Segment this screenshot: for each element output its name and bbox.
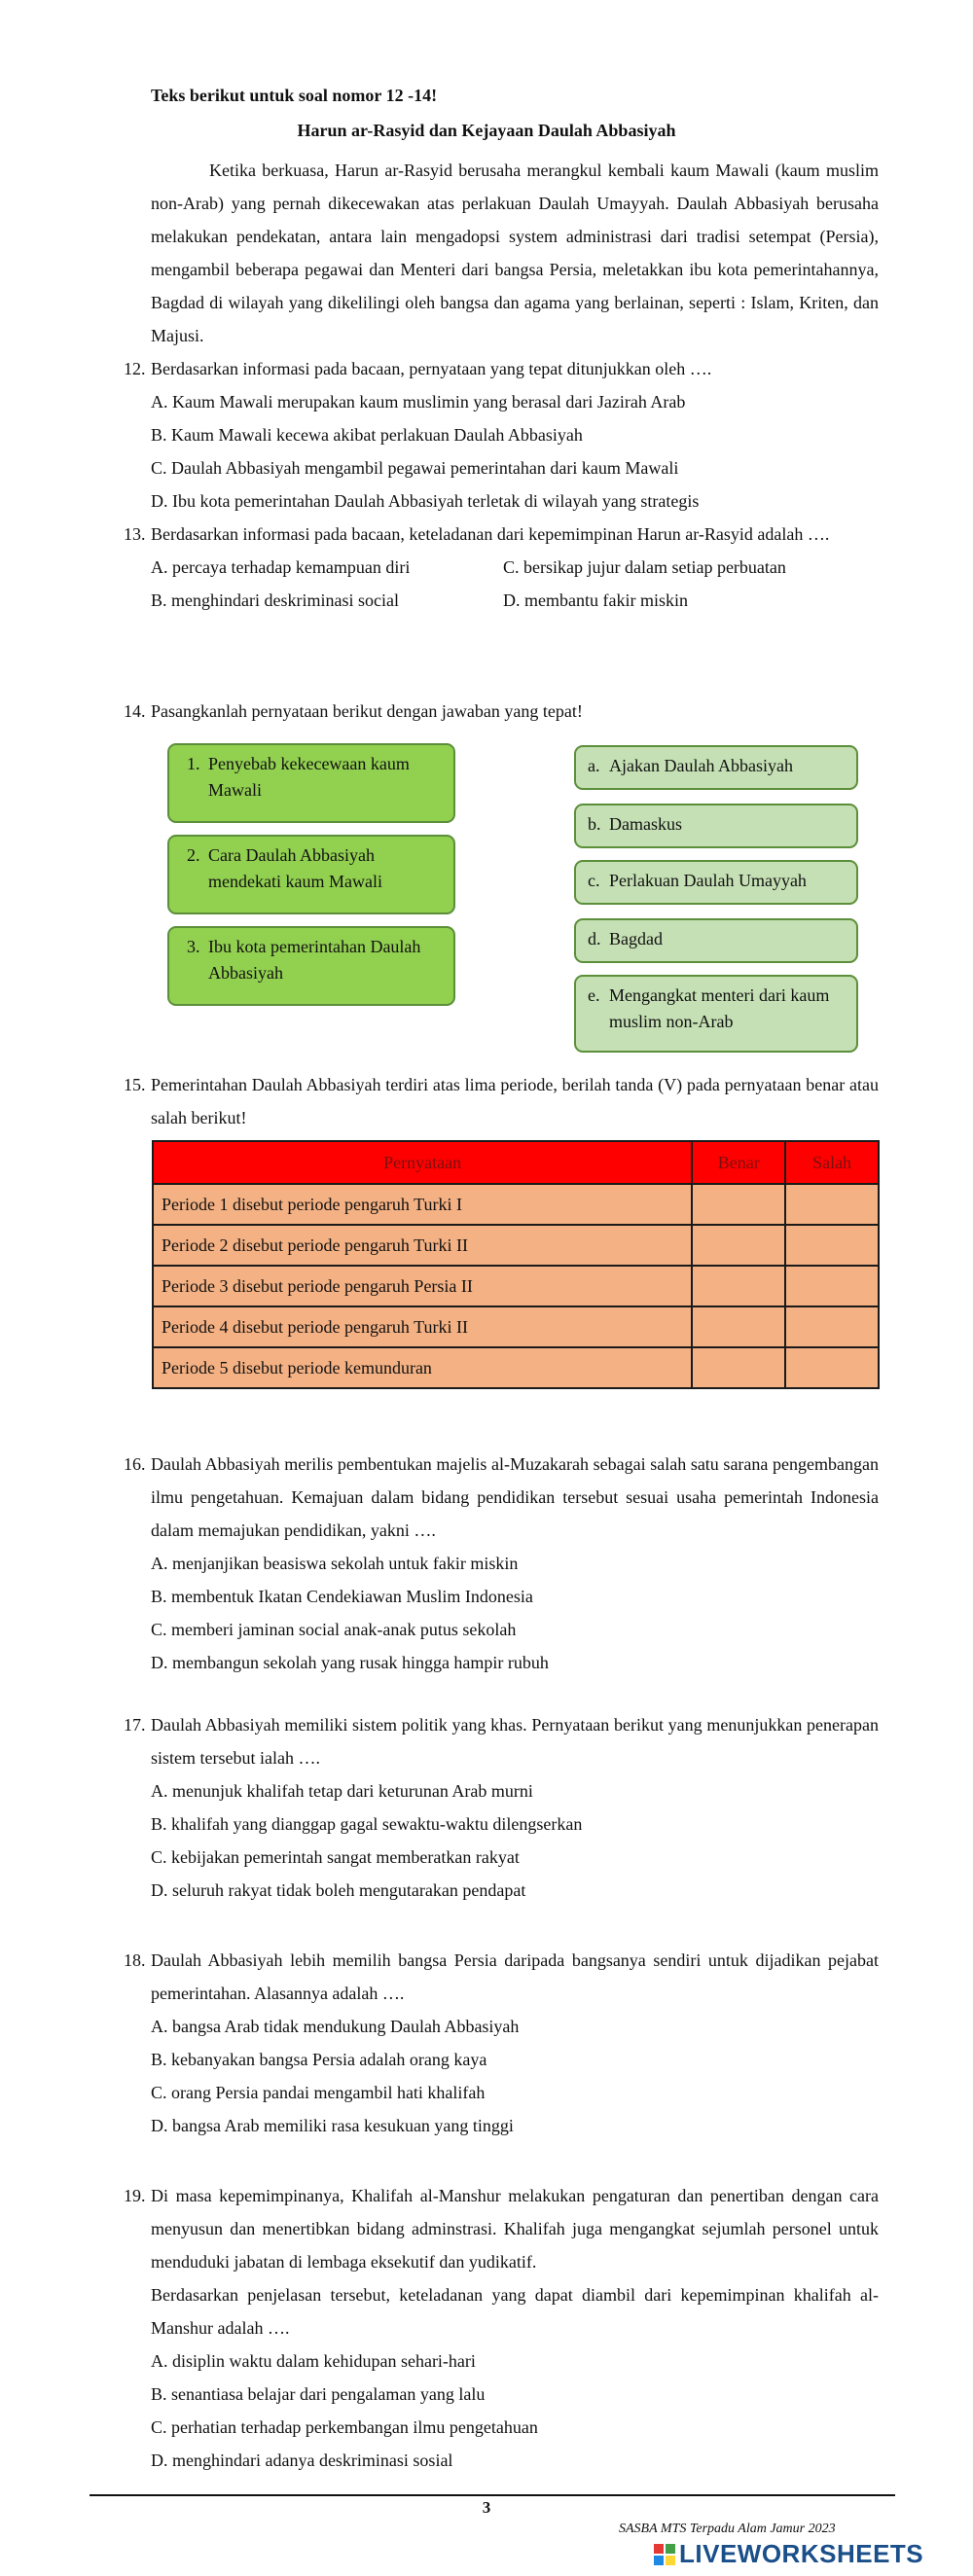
match-text: Penyebab kekecewaan kaum Mawali — [208, 754, 410, 800]
benar-cell[interactable] — [692, 1347, 785, 1388]
question-number: 17. — [124, 1715, 146, 1735]
option-b[interactable]: B. kebanyakan bangsa Persia adalah orang kaya — [151, 2050, 487, 2069]
match-text: Ibu kota pemerintahan Daulah Abbasiyah — [208, 937, 421, 983]
question-text: Di masa kepemimpinanya, Khalifah al-Manshur melakukan pengaturan dan penertiban dengan cara menyusun dan menertibkan bidang adminstrasi. Khalifah juga mengangkat sejumlah personel untuk menduduki jabatan di lembaga eksekutif dan yudikatif. — [151, 2186, 879, 2272]
question-text: Daulah Abbasiyah merilis pembentukan majelis al-Muzakarah sebagai salah satu sarana pengembangan ilmu pengetahuan. Kemajuan dalam bidang pendidikan tersebut sesuai usaha pemerintah Indonesia dalam memajukan pendidikan, yakni …. — [151, 1454, 879, 1540]
table-row — [153, 1184, 879, 1225]
match-right-b[interactable] — [574, 804, 858, 848]
question-number: 18. — [124, 1950, 146, 1970]
option-a[interactable]: A. percaya terhadap kemampuan diri — [151, 557, 411, 577]
match-right-c[interactable] — [574, 860, 858, 905]
statement-cell: Periode 1 disebut periode pengaruh Turki I — [153, 1184, 692, 1225]
header-pernyataan: Pernyataan — [153, 1141, 692, 1184]
salah-cell[interactable] — [785, 1347, 879, 1388]
question-16 — [124, 1448, 879, 1679]
match-letter: c. — [588, 871, 600, 890]
question-17 — [124, 1708, 879, 1907]
option-a[interactable]: A. bangsa Arab tidak mendukung Daulah Abbasiyah — [151, 2017, 520, 2036]
option-d[interactable]: D. menghindari adanya deskriminasi sosial — [151, 2451, 453, 2470]
option-a[interactable]: A. Kaum Mawali merupakan kaum muslimin yang berasal dari Jazirah Arab — [151, 392, 686, 411]
match-text: Ajakan Daulah Abbasiyah — [609, 756, 793, 775]
option-a[interactable]: A. menjanjikan beasiswa sekolah untuk fakir miskin — [151, 1554, 519, 1573]
question-number: 14. — [124, 701, 146, 721]
match-text: Cara Daulah Abbasiyah mendekati kaum Mawali — [208, 845, 382, 891]
question-13 — [124, 518, 879, 617]
header-salah: Salah — [785, 1141, 879, 1184]
table-row — [153, 1347, 879, 1388]
table-row — [153, 1266, 879, 1306]
question-text: Pemerintahan Daulah Abbasiyah terdiri atas lima periode, berilah tanda (V) pada pernyataan benar atau salah berikut! — [151, 1075, 879, 1127]
match-right-d[interactable] — [574, 918, 858, 963]
match-text: Mengangkat menteri dari kaum muslim non-Arab — [609, 985, 830, 1031]
statement-cell: Periode 4 disebut periode pengaruh Turki II — [153, 1306, 692, 1347]
match-number: 2. — [187, 845, 200, 865]
question-15 — [124, 1068, 879, 1134]
match-right-a[interactable] — [574, 745, 858, 790]
statement-cell: Periode 2 disebut periode pengaruh Turki II — [153, 1225, 692, 1266]
footer-school: SASBA MTS Terpadu Alam Jamur 2023 — [619, 2522, 836, 2536]
option-d[interactable]: D. membangun sekolah yang rusak hingga hampir rubuh — [151, 1653, 549, 1672]
statement-cell: Periode 3 disebut periode pengaruh Persia II — [153, 1266, 692, 1306]
benar-cell[interactable] — [692, 1306, 785, 1347]
reading-title: Harun ar-Rasyid dan Kejayaan Daulah Abbasiyah — [297, 121, 676, 140]
table-header-row — [153, 1141, 879, 1184]
benar-cell[interactable] — [692, 1184, 785, 1225]
option-c[interactable]: C. memberi jaminan social anak-anak putus sekolah — [151, 1620, 517, 1639]
match-letter: b. — [588, 814, 601, 834]
match-left-2[interactable] — [167, 835, 455, 914]
question-prompt: Berdasarkan penjelasan tersebut, keteladanan yang dapat diambil dari kepemimpinan khalifah al-Manshur adalah …. — [151, 2285, 879, 2338]
match-number: 3. — [187, 937, 200, 956]
option-c[interactable]: C. orang Persia pandai mengambil hati khalifah — [151, 2083, 486, 2102]
option-b[interactable]: B. khalifah yang dianggap gagal sewaktu-waktu dilengserkan — [151, 1814, 583, 1834]
option-a[interactable]: A. menunjuk khalifah tetap dari keturunan Arab murni — [151, 1781, 533, 1801]
match-text: Damaskus — [609, 814, 682, 834]
question-12 — [124, 352, 879, 518]
table-row — [153, 1306, 879, 1347]
header-benar: Benar — [692, 1141, 785, 1184]
footer-divider — [90, 2494, 895, 2496]
true-false-table — [152, 1140, 880, 1389]
match-left-1[interactable] — [167, 743, 455, 823]
option-c[interactable]: C. perhatian terhadap perkembangan ilmu pengetahuan — [151, 2417, 538, 2437]
salah-cell[interactable] — [785, 1184, 879, 1225]
option-d[interactable]: D. seluruh rakyat tidak boleh mengutarakan pendapat — [151, 1880, 526, 1900]
table-row — [153, 1225, 879, 1266]
option-c[interactable]: C. Daulah Abbasiyah mengambil pegawai pemerintahan dari kaum Mawali — [151, 458, 679, 478]
question-text: Pasangkanlah pernyataan berikut dengan jawaban yang tepat! — [151, 701, 583, 721]
match-letter: a. — [588, 756, 600, 775]
question-number: 13. — [124, 524, 146, 544]
match-text: Bagdad — [609, 929, 663, 948]
intro-title: Teks berikut untuk soal nomor 12 -14! — [151, 86, 438, 105]
benar-cell[interactable] — [692, 1266, 785, 1306]
reading-text: Ketika berkuasa, Harun ar-Rasyid berusaha merangkul kembali kaum Mawali (kaum muslim non-Arab) yang pernah dikecewakan atas perlakuan Daulah Umayyah. Daulah Abbasiyah berusaha melakukan pendekatan, antara lain mengadopsi system administrasi dari tradisi setempat (Persia), mengambil beberapa pegawai dan Menteri dari bangsa Persia, meletakkan ibu kota pemerintahannya, Bagdad di wilayah yang dikelilingi oleh bangsa dan agama yang berlainan, seperti : Islam, Kriten, dan Majusi. — [151, 161, 879, 345]
question-18 — [124, 1944, 879, 2142]
option-d[interactable]: D. bangsa Arab memiliki rasa kesukuan yang tinggi — [151, 2116, 514, 2135]
salah-cell[interactable] — [785, 1306, 879, 1347]
option-b[interactable]: B. Kaum Mawali kecewa akibat perlakuan Daulah Abbasiyah — [151, 425, 583, 445]
option-c[interactable]: C. bersikap jujur dalam setiap perbuatan — [503, 557, 786, 577]
option-d[interactable]: D. Ibu kota pemerintahan Daulah Abbasiyah terletak di wilayah yang strategis — [151, 491, 700, 511]
match-right-e[interactable] — [574, 975, 858, 1053]
salah-cell[interactable] — [785, 1266, 879, 1306]
option-b[interactable]: B. menghindari deskriminasi social — [151, 590, 399, 610]
match-letter: d. — [588, 929, 601, 948]
match-left-3[interactable] — [167, 926, 455, 1006]
question-19 — [124, 2179, 879, 2477]
option-b[interactable]: B. senantiasa belajar dari pengalaman yang lalu — [151, 2384, 486, 2404]
liveworksheets-logo-icon — [654, 2544, 675, 2565]
question-number: 15. — [124, 1075, 146, 1094]
question-text: Berdasarkan informasi pada bacaan, pernyataan yang tepat ditunjukkan oleh …. — [151, 359, 712, 378]
option-a[interactable]: A. disiplin waktu dalam kehidupan sehari-hari — [151, 2351, 476, 2371]
question-text: Daulah Abbasiyah memiliki sistem politik yang khas. Pernyataan berikut yang menunjukkan penerapan sistem tersebut ialah …. — [151, 1715, 879, 1768]
match-text: Perlakuan Daulah Umayyah — [609, 871, 807, 890]
match-letter: e. — [588, 985, 600, 1005]
brand-text: LIVEWORKSHEETS — [679, 2539, 924, 2568]
option-b[interactable]: B. membentuk Ikatan Cendekiawan Muslim Indonesia — [151, 1587, 533, 1606]
question-number: 12. — [124, 359, 146, 378]
option-d[interactable]: D. membantu fakir miskin — [503, 590, 688, 610]
question-14 — [124, 695, 879, 728]
statement-cell: Periode 5 disebut periode kemunduran — [153, 1347, 692, 1388]
salah-cell[interactable] — [785, 1225, 879, 1266]
option-c[interactable]: C. kebijakan pemerintah sangat memberatkan rakyat — [151, 1847, 520, 1867]
question-text: Berdasarkan informasi pada bacaan, keteladanan dari kepemimpinan Harun ar-Rasyid adalah …. — [151, 524, 830, 544]
liveworksheets-logo — [654, 2539, 923, 2569]
match-number: 1. — [187, 754, 200, 773]
benar-cell[interactable] — [692, 1225, 785, 1266]
question-number: 19. — [124, 2186, 146, 2205]
page-number: 3 — [482, 2498, 491, 2517]
question-text: Daulah Abbasiyah lebih memilih bangsa Persia daripada bangsanya sendiri untuk dijadikan pejabat pemerintahan. Alasannya adalah …. — [151, 1950, 879, 2003]
reading-passage — [151, 154, 879, 352]
question-number: 16. — [124, 1454, 146, 1474]
